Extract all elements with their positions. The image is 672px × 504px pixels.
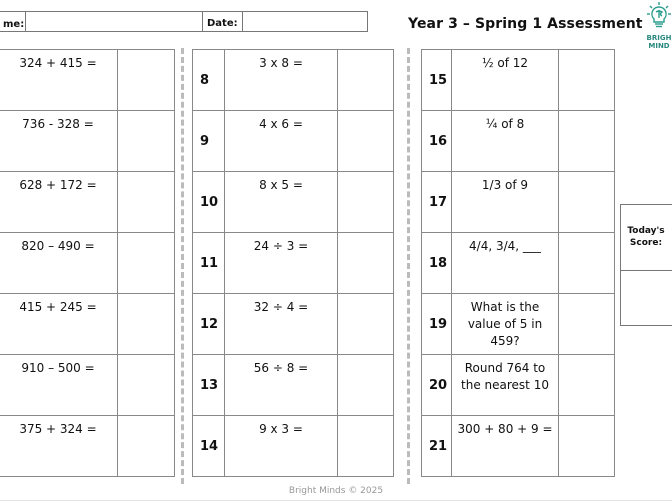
answer-box[interactable] — [118, 172, 175, 233]
question-number: 9 — [193, 111, 225, 172]
question-row — [422, 294, 615, 355]
question-number: 21 — [422, 416, 452, 477]
question-number: 19 — [422, 294, 452, 355]
answer-box[interactable] — [338, 172, 394, 233]
question-row — [0, 50, 175, 111]
brand-logo — [644, 2, 672, 48]
question-row — [0, 172, 175, 233]
question-text: 820 – 490 = — [0, 233, 118, 294]
question-text: 736 - 328 = — [0, 111, 118, 172]
answer-box[interactable] — [559, 294, 615, 355]
page-bottom-edge — [0, 500, 672, 501]
question-row — [193, 111, 394, 172]
question-number: 15 — [422, 50, 452, 111]
answer-box[interactable] — [118, 416, 175, 477]
questions-table-1 — [0, 49, 175, 477]
question-text: 324 + 415 = — [0, 50, 118, 111]
question-row — [193, 172, 394, 233]
question-row — [193, 50, 394, 111]
question-row — [193, 355, 394, 416]
questions-table-2 — [192, 49, 394, 477]
page-title: Year 3 – Spring 1 Assessment — [408, 16, 643, 32]
score-label — [621, 205, 672, 271]
question-number: 10 — [193, 172, 225, 233]
question-row — [0, 416, 175, 477]
name-divider — [25, 11, 26, 32]
question-text: ½ of 12 — [452, 50, 559, 111]
question-text: 375 + 324 = — [0, 416, 118, 477]
answer-box[interactable] — [338, 233, 394, 294]
question-number: 8 — [193, 50, 225, 111]
question-number: 17 — [422, 172, 452, 233]
answer-box[interactable] — [118, 111, 175, 172]
question-row — [193, 416, 394, 477]
date-field[interactable] — [243, 12, 367, 31]
score-input[interactable] — [621, 271, 672, 325]
question-row — [193, 233, 394, 294]
answer-box[interactable] — [559, 111, 615, 172]
question-row — [0, 111, 175, 172]
question-text: 628 + 172 = — [0, 172, 118, 233]
date-label: Date: — [207, 18, 238, 29]
question-row — [193, 294, 394, 355]
logo-line2: MIND — [648, 42, 670, 50]
cut-line-1 — [181, 48, 184, 484]
question-number: 16 — [422, 111, 452, 172]
question-text: What is the value of 5 in 459? — [452, 294, 559, 355]
question-number: 14 — [193, 416, 225, 477]
answer-box[interactable] — [559, 355, 615, 416]
score-label-line1: Today's — [627, 226, 665, 236]
question-text: 415 + 245 = — [0, 294, 118, 355]
question-text: Round 764 to the nearest 10 — [452, 355, 559, 416]
question-text: 9 x 3 = — [225, 416, 338, 477]
name-label: me: — [3, 19, 25, 30]
answer-box[interactable] — [338, 294, 394, 355]
question-text: 4/4, 3/4, ___ — [452, 233, 559, 294]
answer-box[interactable] — [338, 111, 394, 172]
question-number: 13 — [193, 355, 225, 416]
question-row — [422, 172, 615, 233]
lightbulb-brain-icon — [646, 2, 672, 30]
answer-box[interactable] — [338, 355, 394, 416]
score-box — [620, 204, 672, 326]
date-label-cell — [202, 11, 243, 32]
question-row — [0, 294, 175, 355]
question-number: 18 — [422, 233, 452, 294]
question-number: 11 — [193, 233, 225, 294]
question-text: 3 x 8 = — [225, 50, 338, 111]
question-row — [422, 50, 615, 111]
question-number: 12 — [193, 294, 225, 355]
footer-copyright: Bright Minds © 2025 — [288, 486, 384, 496]
question-text: 1/3 of 9 — [452, 172, 559, 233]
question-row — [0, 233, 175, 294]
question-text: 56 ÷ 8 = — [225, 355, 338, 416]
cut-line-2 — [407, 48, 410, 484]
answer-box[interactable] — [559, 233, 615, 294]
question-row — [422, 233, 615, 294]
question-number: 20 — [422, 355, 452, 416]
question-row — [422, 111, 615, 172]
questions-table-3 — [421, 49, 615, 477]
answer-box[interactable] — [118, 233, 175, 294]
question-text: ¼ of 8 — [452, 111, 559, 172]
answer-box[interactable] — [118, 294, 175, 355]
answer-box[interactable] — [559, 172, 615, 233]
question-text: 300 + 80 + 9 = — [452, 416, 559, 477]
answer-box[interactable] — [118, 355, 175, 416]
question-text: 4 x 6 = — [225, 111, 338, 172]
question-row — [422, 355, 615, 416]
answer-box[interactable] — [338, 416, 394, 477]
question-text: 8 x 5 = — [225, 172, 338, 233]
question-text: 32 ÷ 4 = — [225, 294, 338, 355]
logo-line1: BRIGH — [646, 34, 672, 42]
question-text: 910 – 500 = — [0, 355, 118, 416]
answer-box[interactable] — [559, 50, 615, 111]
question-row — [422, 416, 615, 477]
answer-box[interactable] — [118, 50, 175, 111]
question-text: 24 ÷ 3 = — [225, 233, 338, 294]
score-label-line2: Score: — [629, 238, 663, 248]
answer-box[interactable] — [559, 416, 615, 477]
answer-box[interactable] — [338, 50, 394, 111]
question-row — [0, 355, 175, 416]
